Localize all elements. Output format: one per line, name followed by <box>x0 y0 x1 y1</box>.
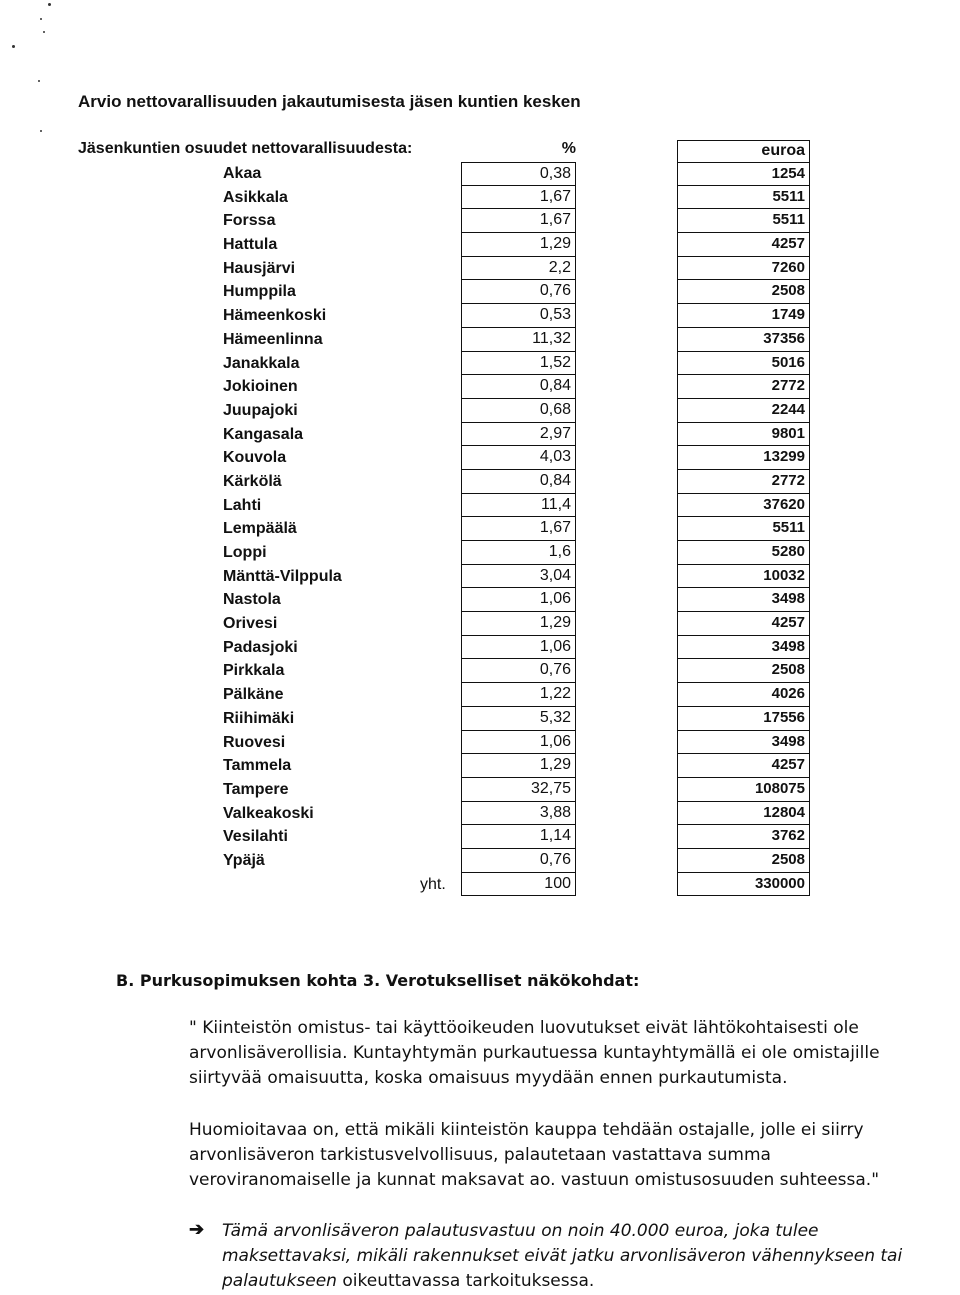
table-row <box>0 754 960 778</box>
share-euro-cell: 5016 <box>677 352 810 376</box>
table-row <box>0 517 960 541</box>
share-euro-cell: 4257 <box>677 233 810 257</box>
municipality-name: Forssa <box>223 212 276 230</box>
table-row <box>0 470 960 494</box>
municipality-name: Tampere <box>223 780 289 798</box>
share-euro-cell: 2772 <box>677 375 810 399</box>
vat-note-italic: Tämä arvonlisäveron palautusvastuu on noin 40.000 euroa, joka tulee maksettavaksi, mikäli rakennukset eivät jatku arvonlisäveron vähennykseen tai palautukseen <box>222 1221 903 1291</box>
share-euro-cell: 9801 <box>677 423 810 447</box>
share-percent-cell: 2,2 <box>461 257 576 281</box>
share-percent-cell: 1,14 <box>461 825 576 849</box>
vat-note-tail: oikeuttavassa tarkoituksessa. <box>336 1271 595 1291</box>
share-euro-cell: 2508 <box>677 280 810 304</box>
municipality-name: Kangasala <box>223 425 304 443</box>
table-row <box>0 636 960 660</box>
municipality-share-table <box>0 162 960 896</box>
share-euro-cell: 1254 <box>677 162 810 186</box>
share-euro-cell: 17556 <box>677 707 810 731</box>
table-row <box>0 588 960 612</box>
share-percent-cell: 1,29 <box>461 754 576 778</box>
total-euro-cell: 330000 <box>677 873 810 897</box>
share-euro-cell: 4257 <box>677 754 810 778</box>
table-row <box>0 612 960 636</box>
share-percent-cell: 11,32 <box>461 328 576 352</box>
municipality-name: Lahti <box>223 496 262 514</box>
share-percent-cell: 1,67 <box>461 186 576 210</box>
table-row <box>0 778 960 802</box>
share-euro-cell: 2508 <box>677 659 810 683</box>
share-euro-cell: 12804 <box>677 802 810 826</box>
table-row <box>0 280 960 304</box>
total-label: yht. <box>420 875 446 893</box>
share-percent-cell: 32,75 <box>461 778 576 802</box>
share-percent-cell: 0,84 <box>461 375 576 399</box>
quote-paragraph-1: " Kiinteistön omistus- tai käyttöoikeuden luovutukset eivät lähtökohtaisesti ole arvonlisäverollisia. Kuntayhtymän purkautuessa kuntayhtymällä ei ole omistajille siirtyvää omaisuutta, koska omaisuus myydään ennen purkautumista. <box>189 1018 880 1088</box>
share-percent-cell: 1,52 <box>461 352 576 376</box>
table-row <box>0 399 960 423</box>
municipality-name: Akaa <box>223 165 262 182</box>
table-row <box>0 707 960 731</box>
table-heading: Jäsenkuntien osuudet nettovarallisuudesta: <box>78 140 413 157</box>
table-row <box>0 209 960 233</box>
share-percent-cell: 11,4 <box>461 494 576 518</box>
share-percent-cell: 0,76 <box>461 659 576 683</box>
euro-column-header-cell <box>677 140 810 162</box>
scan-speck <box>43 31 45 33</box>
percent-column-header: % <box>561 140 576 157</box>
euro-column-header: euroa <box>761 142 805 159</box>
scan-speck <box>12 45 15 48</box>
municipality-name: Mänttä-Vilppula <box>223 567 342 585</box>
vat-note <box>222 1219 952 1294</box>
municipality-name: Hämeenlinna <box>223 330 323 348</box>
share-percent-cell: 1,6 <box>461 541 576 565</box>
share-percent-cell: 1,06 <box>461 588 576 612</box>
municipality-name: Padasjoki <box>223 638 298 656</box>
scan-speck <box>48 3 51 6</box>
municipality-name: Nastola <box>223 591 281 609</box>
arrow-icon: ➔ <box>189 1219 205 1239</box>
municipality-name: Hämeenkoski <box>223 307 327 325</box>
municipality-name: Humppila <box>223 283 296 301</box>
share-percent-cell: 1,67 <box>461 517 576 541</box>
table-row <box>0 233 960 257</box>
municipality-name: Janakkala <box>223 354 300 372</box>
share-percent-cell: 5,32 <box>461 707 576 731</box>
municipality-name: Hausjärvi <box>223 259 296 277</box>
share-euro-cell: 2508 <box>677 849 810 873</box>
share-euro-cell: 5511 <box>677 517 810 541</box>
share-percent-cell: 1,22 <box>461 683 576 707</box>
municipality-name: Vesilahti <box>223 828 288 846</box>
table-row <box>0 352 960 376</box>
table-row <box>0 825 960 849</box>
share-euro-cell: 4257 <box>677 612 810 636</box>
municipality-name: Jokioinen <box>223 378 298 396</box>
municipality-name: Ruovesi <box>223 733 286 751</box>
share-euro-cell: 5280 <box>677 541 810 565</box>
municipality-name: Juupajoki <box>223 401 298 419</box>
municipality-name: Kärkölä <box>223 472 282 490</box>
share-euro-cell: 3498 <box>677 731 810 755</box>
share-euro-cell: 3498 <box>677 588 810 612</box>
share-percent-cell: 2,97 <box>461 423 576 447</box>
share-percent-cell: 1,06 <box>461 636 576 660</box>
share-euro-cell: 5511 <box>677 186 810 210</box>
table-row <box>0 423 960 447</box>
table-row <box>0 731 960 755</box>
municipality-name: Kouvola <box>223 449 287 467</box>
share-percent-cell: 3,04 <box>461 565 576 589</box>
share-percent-cell: 1,29 <box>461 233 576 257</box>
share-euro-cell: 1749 <box>677 304 810 328</box>
table-row <box>0 304 960 328</box>
share-percent-cell: 0,68 <box>461 399 576 423</box>
share-euro-cell: 10032 <box>677 565 810 589</box>
section-b-heading: B. Purkusopimuksen kohta 3. Verotukselliset näkökohdat: <box>116 971 640 990</box>
table-row <box>0 162 960 186</box>
share-euro-cell: 2244 <box>677 399 810 423</box>
scan-speck <box>40 18 42 20</box>
municipality-name: Loppi <box>223 544 267 561</box>
scan-speck <box>38 80 40 82</box>
share-euro-cell: 108075 <box>677 778 810 802</box>
municipality-name: Riihimäki <box>223 709 295 727</box>
table-row <box>0 257 960 281</box>
table-row <box>0 375 960 399</box>
table-row <box>0 446 960 470</box>
municipality-name: Pälkäne <box>223 686 284 704</box>
share-euro-cell: 37620 <box>677 494 810 518</box>
table-row <box>0 849 960 873</box>
share-percent-cell: 0,76 <box>461 849 576 873</box>
share-percent-cell: 1,06 <box>461 731 576 755</box>
share-percent-cell: 3,88 <box>461 802 576 826</box>
total-percent-cell: 100 <box>461 873 576 897</box>
document-title: Arvio nettovarallisuuden jakautumisesta jäsen kuntien kesken <box>78 92 581 111</box>
municipality-name: Tammela <box>223 757 292 775</box>
share-euro-cell: 3762 <box>677 825 810 849</box>
share-euro-cell: 5511 <box>677 209 810 233</box>
table-row <box>0 494 960 518</box>
total-row <box>0 873 960 897</box>
municipality-name: Orivesi <box>223 615 278 633</box>
table-row <box>0 565 960 589</box>
share-euro-cell: 37356 <box>677 328 810 352</box>
municipality-name: Pirkkala <box>223 662 285 680</box>
share-percent-cell: 1,67 <box>461 209 576 233</box>
municipality-name: Hattula <box>223 236 278 254</box>
municipality-name: Valkeakoski <box>223 804 314 822</box>
share-percent-cell: 0,53 <box>461 304 576 328</box>
share-euro-cell: 13299 <box>677 446 810 470</box>
share-percent-cell: 0,84 <box>461 470 576 494</box>
table-row <box>0 683 960 707</box>
municipality-name: Lempäälä <box>223 520 297 538</box>
share-percent-cell: 1,29 <box>461 612 576 636</box>
municipality-name: Asikkala <box>223 188 288 206</box>
table-row <box>0 659 960 683</box>
share-euro-cell: 4026 <box>677 683 810 707</box>
table-row <box>0 328 960 352</box>
table-row <box>0 802 960 826</box>
municipality-name: Ypäjä <box>223 851 265 869</box>
share-percent-cell: 0,76 <box>461 280 576 304</box>
table-row <box>0 541 960 565</box>
share-percent-cell: 4,03 <box>461 446 576 470</box>
quote-paragraph-2: Huomioitavaa on, että mikäli kiinteistön kauppa tehdään ostajalle, jolle ei siirry arvonlisäveron tarkistusvelvollisuus, palautetaan vastattava summa veroviranomaiselle ja kunnat maksavat ao. vastuun omistusosuuden suhteessa." <box>189 1120 880 1190</box>
share-percent-cell: 0,38 <box>461 162 576 186</box>
scan-speck <box>40 130 42 132</box>
share-euro-cell: 7260 <box>677 257 810 281</box>
share-euro-cell: 3498 <box>677 636 810 660</box>
share-euro-cell: 2772 <box>677 470 810 494</box>
table-row <box>0 186 960 210</box>
